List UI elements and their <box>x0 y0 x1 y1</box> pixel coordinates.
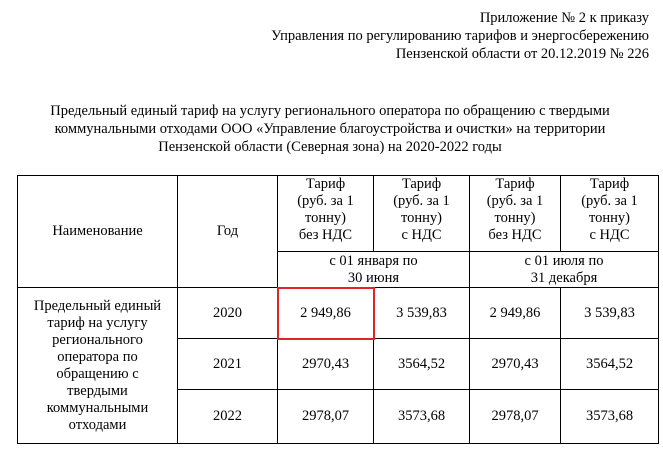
year-cell: 2022 <box>178 390 278 444</box>
value-cell: 3573,68 <box>374 390 470 444</box>
header-line: Управления по регулированию тарифов и энергосбережению <box>271 28 649 44</box>
value-cell: 3 539,83 <box>374 288 470 339</box>
value-cell: 3564,52 <box>561 339 659 390</box>
tariff-table <box>17 175 659 444</box>
header-tariff: Тариф (руб. за 1 тонну) с НДС <box>374 176 470 252</box>
header-year: Год <box>178 176 278 288</box>
header-tariff: Тариф (руб. за 1 тонну) без НДС <box>470 176 561 252</box>
year-cell: 2021 <box>178 339 278 390</box>
value-cell: 3 539,83 <box>561 288 659 339</box>
value-cell: 2978,07 <box>470 390 561 444</box>
value-cell: 3564,52 <box>374 339 470 390</box>
header-name: Наименование <box>18 176 178 288</box>
header-line: Пензенской области от 20.12.2019 № 226 <box>395 46 649 62</box>
value-cell: 2970,43 <box>470 339 561 390</box>
value-cell-highlighted: 2 949,86 <box>278 288 374 339</box>
period-second-half: с 01 июля по 31 декабря <box>470 252 659 288</box>
title-line: Предельный единый тариф на услугу регионального оператора по обращению с твердыми <box>50 103 610 119</box>
row-name: Предельный единый тариф на услугу регионального оператора по обращению с твердыми коммунальными отходами <box>18 288 178 444</box>
document-title <box>6 102 654 156</box>
value-cell: 2978,07 <box>278 390 374 444</box>
value-cell: 2 949,86 <box>470 288 561 339</box>
year-cell: 2020 <box>178 288 278 339</box>
header-tariff: Тариф (руб. за 1 тонну) с НДС <box>561 176 659 252</box>
value-cell: 3573,68 <box>561 390 659 444</box>
value-cell: 2970,43 <box>278 339 374 390</box>
title-line: Пензенской области (Северная зона) на 2020-2022 годы <box>158 139 502 155</box>
order-header <box>89 9 649 63</box>
header-tariff: Тариф (руб. за 1 тонну) без НДС <box>278 176 374 252</box>
period-first-half: с 01 января по 30 июня <box>278 252 470 288</box>
title-line: коммунальными отходами ООО «Управление благоустройства и очистки» на территории <box>54 121 606 137</box>
header-line: Приложение № 2 к приказу <box>479 10 649 26</box>
